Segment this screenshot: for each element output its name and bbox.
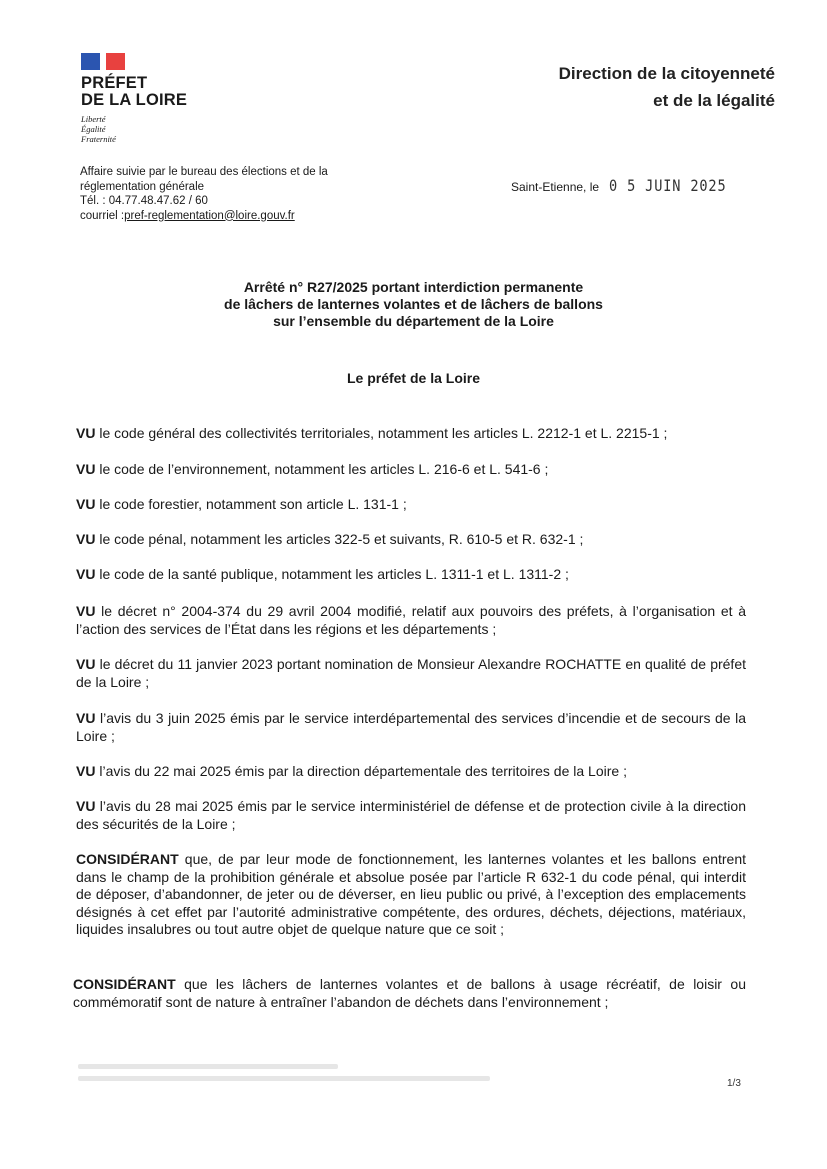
contact-line-2: réglementation générale <box>80 180 205 193</box>
footer-line <box>78 1064 338 1069</box>
motto-liberte: Liberté <box>81 114 106 124</box>
direction-line-1: Direction de la citoyenneté <box>558 64 775 83</box>
email-link[interactable]: pref-reglementation@loire.gouv.fr <box>124 209 295 222</box>
contact-email-row <box>80 209 328 224</box>
paragraph-text: l’avis du 3 juin 2025 émis par le service interdépartemental des services d’incendie et de secours de la Loire ; <box>76 710 746 744</box>
paragraph <box>73 976 746 1011</box>
place-date <box>511 176 747 195</box>
date-stamp: 0 5 JUIN 2025 <box>609 176 727 195</box>
direction-heading <box>559 60 775 114</box>
contact-phone: Tél. : 04.77.48.47.62 / 60 <box>80 195 208 207</box>
flag-red-band <box>106 53 125 70</box>
paragraph-lead: VU <box>76 656 96 672</box>
page-number: 1/3 <box>727 1078 741 1089</box>
paragraph-text: le code de l’environnement, notamment les articles L. 216-6 et L. 541-6 ; <box>95 461 549 477</box>
paragraph <box>76 603 746 638</box>
email-label: courriel : <box>80 209 125 222</box>
motto-fraternite: Fraternité <box>81 134 116 144</box>
contact-line-1: Affaire suivie par le bureau des élections et de la <box>80 166 328 178</box>
paragraph-text: le décret n° 2004-374 du 29 avril 2004 modifié, relatif aux pouvoirs des préfets, à l’organisation et à l’action des services de l’État dans les régions et les départements ; <box>76 603 746 637</box>
paragraph-text: le décret du 11 janvier 2023 portant nomination de Monsieur Alexandre ROCHATTE en qualité de préfet de la Loire ; <box>76 656 746 690</box>
flag-blue-band <box>81 53 100 70</box>
contact-block <box>80 165 328 223</box>
place-label: Saint-Etienne, le <box>511 180 600 194</box>
republic-motto <box>81 114 116 144</box>
paragraph <box>76 425 746 443</box>
paragraph-lead: VU <box>76 710 96 726</box>
paragraph <box>76 763 746 781</box>
direction-line-2: et de la légalité <box>653 91 775 110</box>
title-line-2: de lâchers de lanternes volantes et de lâchers de ballons <box>224 296 603 312</box>
logo-line-2: DE LA LOIRE <box>81 91 188 109</box>
paragraph-lead: VU <box>76 531 96 547</box>
prefecture-logo-text <box>81 75 187 109</box>
paragraph-lead: VU <box>76 566 96 582</box>
paragraph-text: l’avis du 22 mai 2025 émis par la direction départementale des territoires de la Loire ; <box>95 763 627 779</box>
paragraph <box>76 531 746 549</box>
paragraph <box>76 496 746 514</box>
paragraph-lead: CONSIDÉRANT <box>73 976 176 992</box>
paragraph-text: le code forestier, notamment son article L. 131-1 ; <box>95 496 407 512</box>
title-line-3: sur l’ensemble du département de la Loire <box>273 313 554 329</box>
paragraph-text: le code de la santé publique, notamment les articles L. 1311-1 et L. 1311-2 ; <box>95 566 569 582</box>
logo-line-1: PRÉFET <box>81 74 148 92</box>
faded-footer-address <box>78 1064 498 1088</box>
paragraph-lead: VU <box>76 603 96 619</box>
paragraph-lead: VU <box>76 425 96 441</box>
paragraph-text: le code pénal, notamment les articles 322-5 et suivants, R. 610-5 et R. 632-1 ; <box>95 531 584 547</box>
paragraph-lead: CONSIDÉRANT <box>76 851 179 867</box>
paragraph <box>76 710 746 745</box>
footer-line <box>78 1076 490 1081</box>
paragraph-lead: VU <box>76 496 96 512</box>
paragraph-text: que, de par leur mode de fonctionnement, les lanternes volantes et les ballons entrent dans le champ de la prohibition générale et absolue posée par l’article R 632-1 du code pénal, qui interdit de déposer, d’abandonner, de jeter ou de déverser, en lieu public ou privé, à l’exception des emplacements désignés à cet effet par l’autorité administrative compétente, des ordures, déchets, déjections, matériaux, liquides insalubres ou tout autre objet de quelque nature que ce soit ; <box>76 851 746 937</box>
paragraph <box>76 461 746 479</box>
paragraph <box>76 851 746 939</box>
motto-egalite: Égalité <box>81 124 106 134</box>
paragraph-text: que les lâchers de lanternes volantes et de ballons à usage récréatif, de loisir ou commémoratif sont de nature à entraîner l’abandon de déchets dans l’environnement ; <box>73 976 746 1010</box>
paragraph-text: l’avis du 28 mai 2025 émis par le service interministériel de défense et de protection civile à la direction des sécurités de la Loire ; <box>76 798 746 832</box>
paragraph-lead: VU <box>76 763 96 779</box>
authority-heading: Le préfet de la Loire <box>346 370 481 386</box>
paragraph <box>76 656 746 691</box>
title-line-1: Arrêté n° R27/2025 portant interdiction permanente <box>243 279 584 295</box>
paragraph <box>76 798 746 833</box>
paragraph-lead: VU <box>76 798 96 814</box>
paragraph-lead: VU <box>76 461 96 477</box>
french-flag-logo-icon <box>81 53 125 70</box>
paragraph-text: le code général des collectivités territoriales, notamment les articles L. 2212-1 et L. 2215-1 ; <box>95 425 668 441</box>
paragraph <box>76 566 746 584</box>
decree-title <box>0 279 827 330</box>
